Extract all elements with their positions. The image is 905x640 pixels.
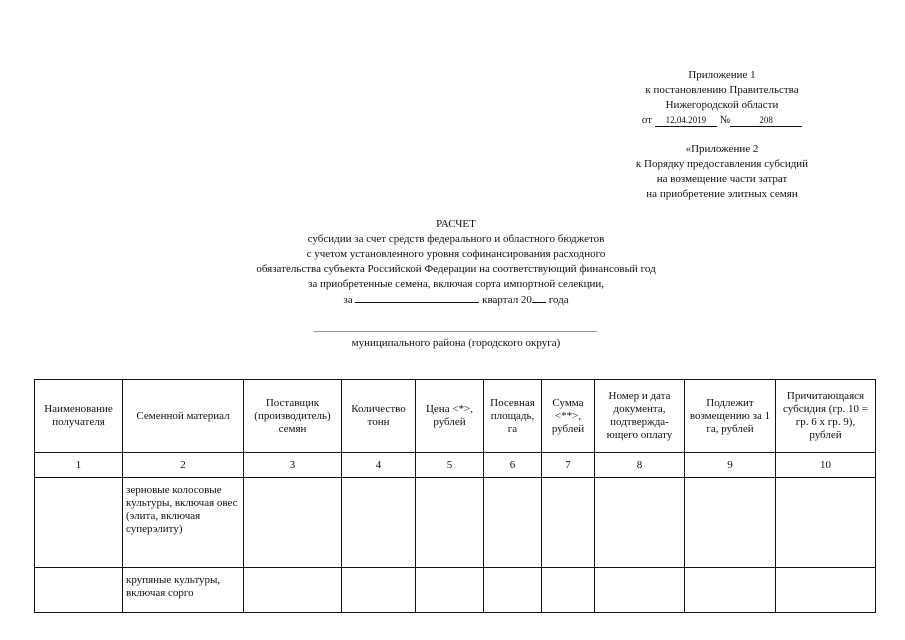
table-row [35,478,876,568]
table-cell [542,568,595,613]
resolution-date: 12.04.2019 [655,115,717,127]
seed-material-cell: зерновые колосовые культуры, включая овес (элита, включая суперэлиту) [123,478,244,568]
resolution-number: 208 [730,115,802,127]
column-header: Сумма <**>, рублей [542,380,595,453]
appendix2-line2: к Порядку предоставления субсидий [635,158,809,170]
table-cell [542,478,595,568]
column-header: Посевная площадь, га [484,380,542,453]
table-cell [595,568,685,613]
document-heading: РАСЧЕТ [436,218,476,230]
column-number: 5 [416,453,484,478]
table-cell [35,568,123,613]
appendix1-date-row [600,114,844,127]
table-cell [484,568,542,613]
municipality-line [314,331,597,332]
column-number: 9 [685,453,776,478]
table-cell [244,568,342,613]
column-number: 2 [123,453,244,478]
table-row [35,568,876,613]
column-number: 3 [244,453,342,478]
appendix2-line4: на приобретение элитных семян [646,188,798,200]
table-cell [595,478,685,568]
title-line4: за приобретенные семена, включая сорта импортной селекции, [307,278,605,290]
table-cell [35,478,123,568]
appendix2-line3: на возмещение части затрат [656,173,788,185]
appendix1-line1: Приложение 1 [688,69,756,81]
table-cell [416,478,484,568]
table-cell [416,568,484,613]
column-header: Количество тонн [342,380,416,453]
subsidy-table [34,379,876,613]
title-line2: с учетом установленного уровня софинансирования расходного [306,248,606,260]
date-prefix: от [641,114,653,126]
column-number: 8 [595,453,685,478]
column-number: 6 [484,453,542,478]
quarter-middle: квартал 20 [482,294,532,306]
table-header-row [35,380,876,453]
table-cell [685,478,776,568]
column-number: 4 [342,453,416,478]
table-cell [484,478,542,568]
column-header: Номер и дата документа, подтвержда-ющего оплату [595,380,685,453]
title-line1: субсидии за счет средств федерального и областного бюджетов [307,233,605,245]
appendix1-line3: Нижегородской области [665,99,779,111]
table-cell [342,568,416,613]
quarter-suffix: года [548,294,569,306]
table-cell [244,478,342,568]
column-number: 1 [35,453,123,478]
column-header: Причитающаяся субсидия (гр. 10 = гр. 6 x гр. 9), рублей [776,380,876,453]
seed-material-cell: крупяные культуры, включая сорго [123,568,244,613]
title-line5 [180,292,732,307]
column-number: 7 [542,453,595,478]
column-header: Наименование получателя [35,380,123,453]
table-cell [685,568,776,613]
column-number-row [35,453,876,478]
table-cell [342,478,416,568]
number-sign: № [719,114,731,126]
column-header: Подлежит возмещению за 1 га, рублей [685,380,776,453]
year-blank [532,292,546,303]
column-header: Семенной материал [123,380,244,453]
quarter-prefix: за [343,294,353,306]
appendix2-line1: «Приложение 2 [685,143,759,155]
appendix1-line2: к постановлению Правительства [645,84,799,96]
title-line3: обязательства субъекта Российской Федерации на соответствующий финансовый год [256,263,656,275]
column-header: Цена <*>, рублей [416,380,484,453]
table-cell [776,478,876,568]
quarter-blank [355,292,479,303]
table-cell [776,568,876,613]
municipality-caption: муниципального района (городского округа) [351,337,561,349]
column-header: Поставщик (производитель) семян [244,380,342,453]
column-number: 10 [776,453,876,478]
